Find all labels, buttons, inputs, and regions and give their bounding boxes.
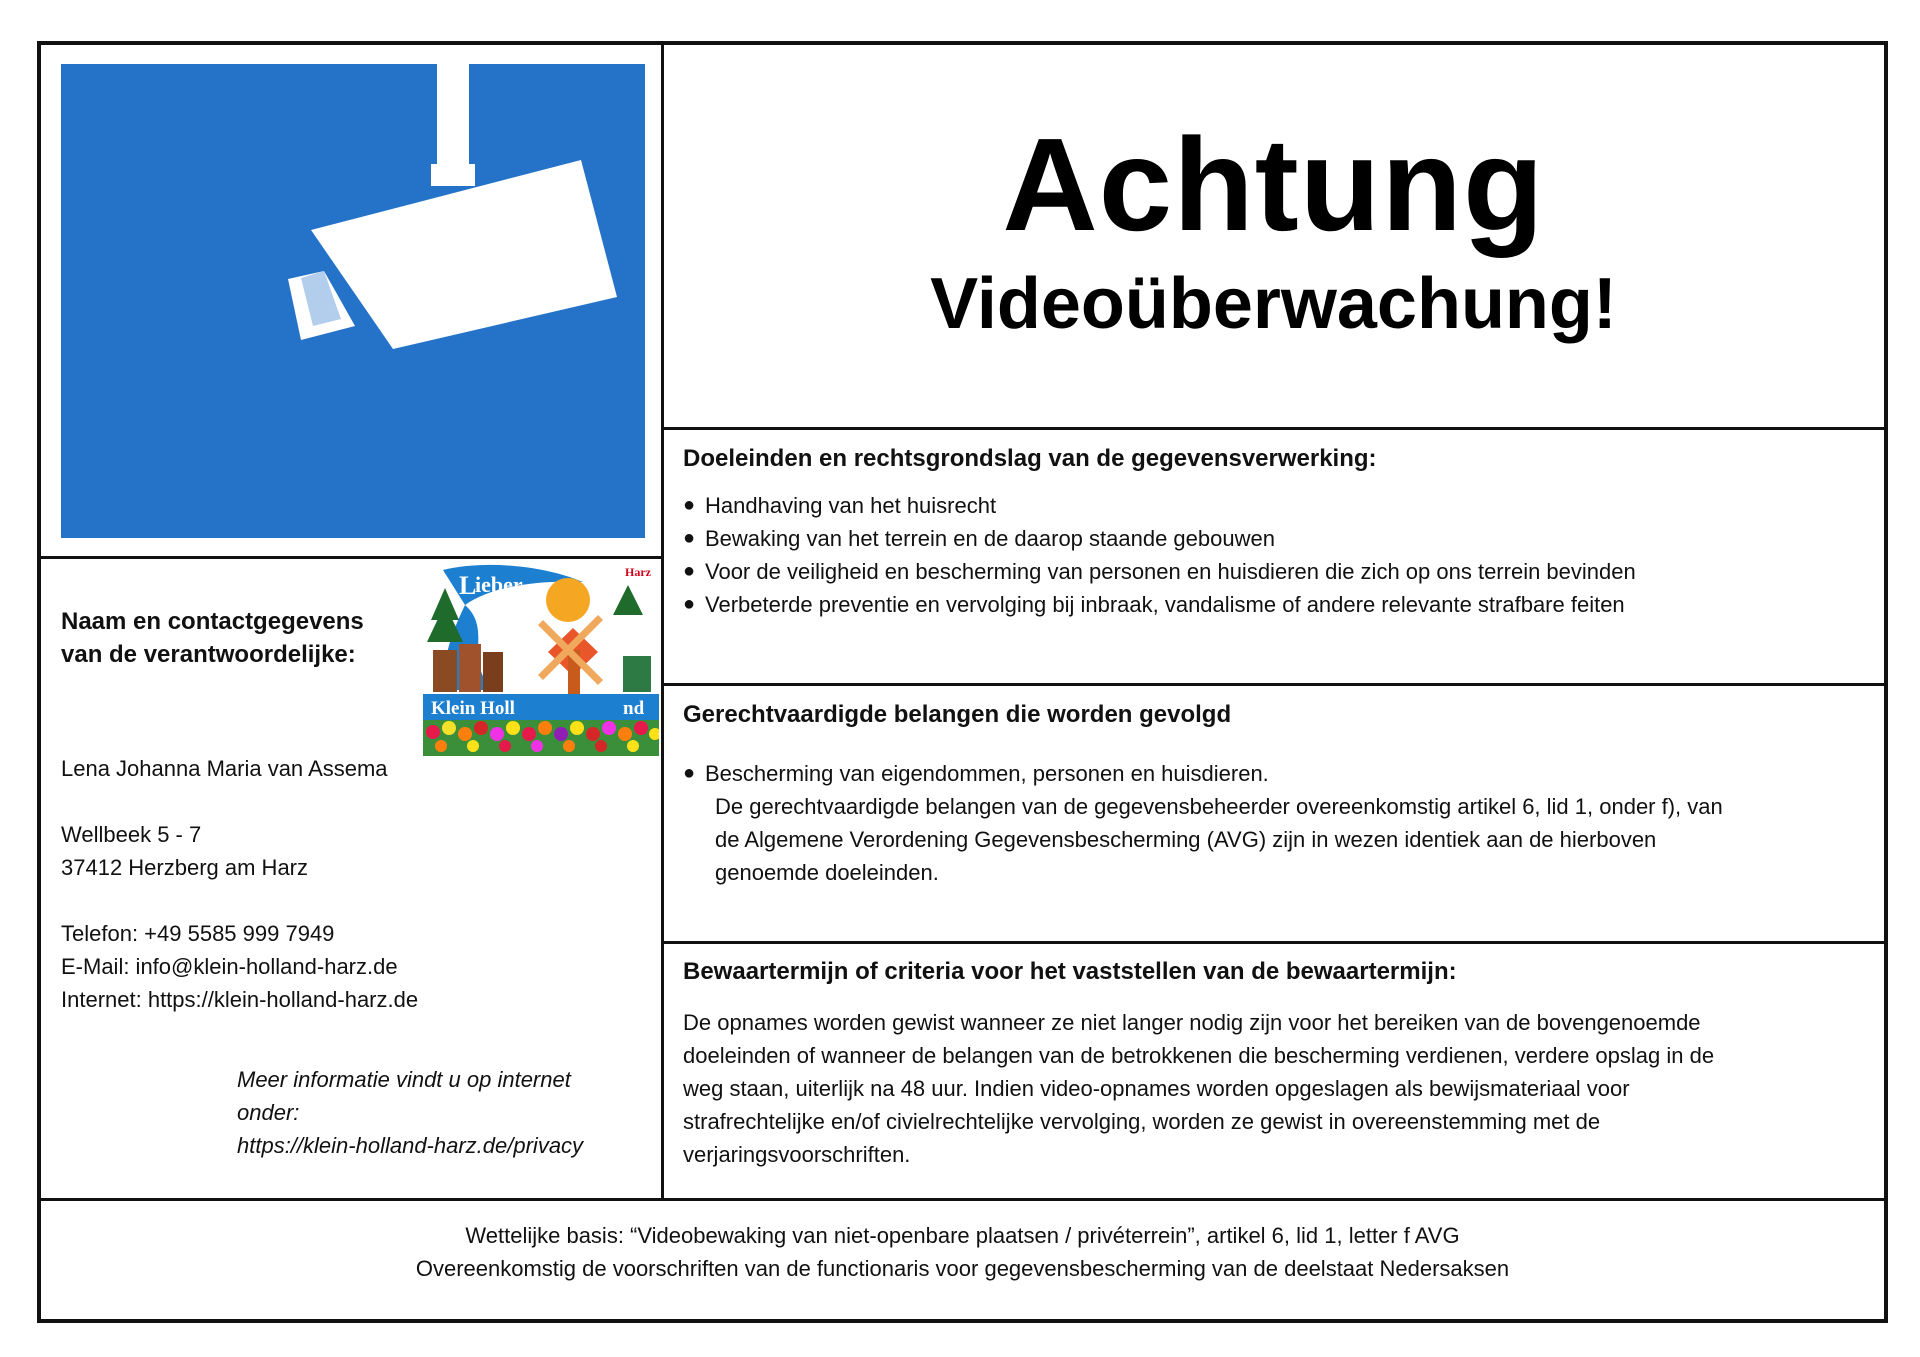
logo-top-word: ieber bbox=[475, 572, 523, 597]
more-info bbox=[237, 1063, 657, 1162]
list-item: ● Bescherming van eigendommen, personen en huisdieren. bbox=[683, 757, 1873, 790]
text-line: de Algemene Verordening Gegevensbescherming (AVG) zijn in wezen identiek aan de hierboven bbox=[715, 827, 1657, 852]
contact-email[interactable]: E-Mail: info@klein-holland-harz.de bbox=[61, 954, 398, 979]
logo-top-letter: L bbox=[459, 571, 477, 600]
text-line: strafrechtelijke en/of civielrechtelijke vervolging, worden ze gewist in overeenstemming met de bbox=[683, 1109, 1601, 1134]
text-line: verjaringsvoorschriften. bbox=[683, 1142, 911, 1167]
list-item: ● Verbeterde preventie en vervolging bij inbraak, vandalisme of andere relevante strafbare feiten bbox=[683, 588, 1873, 621]
logo-banner-end: nd bbox=[623, 698, 645, 719]
footer-line: Overeenkomstig de voorschriften van de functionaris voor gegevensbescherming van de deelstaat Nedersaksen bbox=[415, 1256, 1510, 1281]
right-divider-3 bbox=[661, 941, 1884, 944]
retention-section bbox=[683, 956, 1873, 1171]
privacy-link[interactable]: https://klein-holland-harz.de/privacy bbox=[237, 1133, 584, 1158]
contact-city: 37412 Herzberg am Harz bbox=[61, 855, 309, 880]
more-info-line: onder: bbox=[237, 1100, 300, 1125]
retention-text bbox=[683, 1006, 1873, 1171]
right-divider-1 bbox=[661, 427, 1884, 430]
surveillance-camera-icon bbox=[61, 64, 645, 538]
interests-list bbox=[683, 757, 1873, 790]
contact-heading-line: van de verantwoordelijke: bbox=[61, 641, 356, 668]
purposes-list bbox=[683, 489, 1873, 621]
list-item: ● Handhaving van het huisrecht bbox=[683, 489, 1873, 522]
text-line: weg staan, uiterlijk na 48 uur. Indien video-opnames worden opgeslagen als bewijsmateriaal voor bbox=[683, 1076, 1630, 1101]
sign-frame bbox=[37, 41, 1888, 1323]
contact-heading bbox=[61, 605, 421, 671]
contact-heading-line: Naam en contactgegevens bbox=[61, 608, 364, 635]
text-line: De gerechtvaardigde belangen van de gegevensbeheerder overeenkomstig artikel 6, lid 1, onder f), van bbox=[715, 794, 1723, 819]
logo-corner: Harz bbox=[625, 565, 651, 579]
list-item: ● Voor de veiligheid en bescherming van personen en huisdieren die zich op ons terrein bevinden bbox=[683, 555, 1873, 588]
logo-banner: Klein Holl bbox=[431, 698, 515, 719]
right-divider-2 bbox=[661, 683, 1884, 686]
list-item: ● Bewaking van het terrein en de daarop staande gebouwen bbox=[683, 522, 1873, 555]
interests-section bbox=[683, 699, 1873, 889]
purposes-heading: Doeleinden en rechtsgrondslag van de gegevensverwerking: bbox=[683, 445, 1377, 472]
text-line: doeleinden of wanneer de belangen van de betrokkenen die bescherming verdienen, verdere opslag in de bbox=[683, 1043, 1715, 1068]
footer-line: Wettelijke basis: “Videobewaking van niet-openbare plaatsen / privéterrein”, artikel 6, lid 1, letter f AVG bbox=[465, 1223, 1460, 1248]
contact-street: Wellbeek 5 - 7 bbox=[61, 822, 202, 847]
contact-website[interactable]: Internet: https://klein-holland-harz.de bbox=[61, 987, 419, 1012]
title-area bbox=[663, 45, 1884, 427]
interests-heading: Gerechtvaardigde belangen die worden gevolgd bbox=[683, 701, 1232, 728]
left-divider bbox=[41, 556, 663, 559]
more-info-line: Meer informatie vindt u op internet bbox=[237, 1067, 571, 1092]
page-subtitle: Videoüberwachung! bbox=[930, 264, 1617, 344]
footer-divider bbox=[41, 1198, 1884, 1201]
contact-name: Lena Johanna Maria van Assema bbox=[61, 756, 388, 781]
contact-section bbox=[61, 605, 641, 1016]
text-line: De opnames worden gewist wanneer ze niet langer nodig zijn voor het bereiken van de bovengenoemde bbox=[683, 1010, 1701, 1035]
purposes-section bbox=[683, 443, 1873, 621]
text-line: genoemde doeleinden. bbox=[715, 860, 939, 885]
contact-phone: Telefon: +49 5585 999 7949 bbox=[61, 921, 335, 946]
retention-heading: Bewaartermijn of criteria voor het vaststellen van de bewaartermijn: bbox=[683, 958, 1457, 985]
footer bbox=[41, 1219, 1884, 1285]
interests-text bbox=[683, 790, 1873, 889]
page-title: Achtung bbox=[1002, 111, 1545, 258]
